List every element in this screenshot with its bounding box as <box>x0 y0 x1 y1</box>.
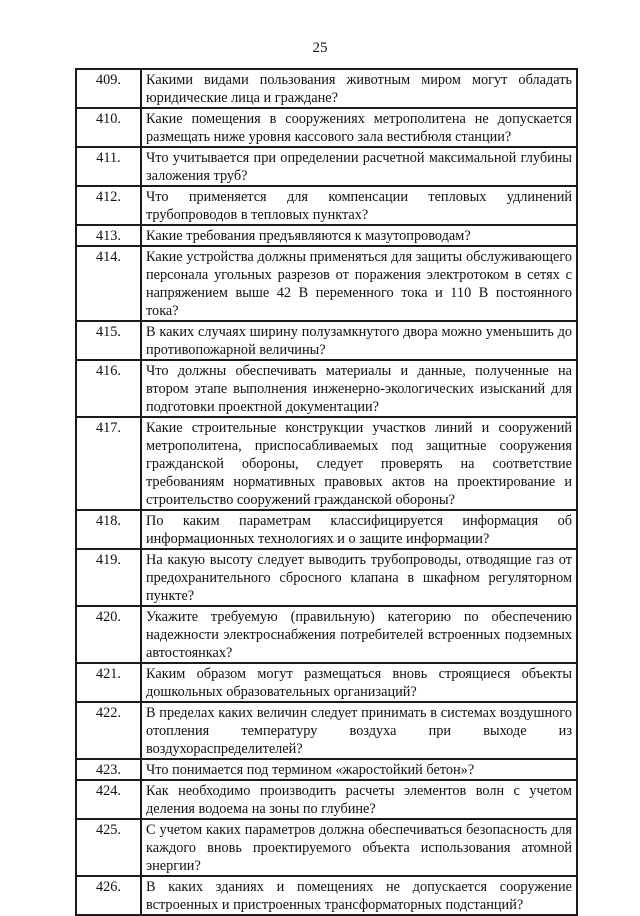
question-number: 418. <box>76 510 141 549</box>
question-number: 412. <box>76 186 141 225</box>
table-row <box>76 147 577 186</box>
question-text: Что применяется для компенсации тепловых удлинений трубопроводов в тепловых пунктах? <box>141 186 577 225</box>
question-text: По каким параметрам классифицируется информация об информационных технологиях и о защите информации? <box>141 510 577 549</box>
question-number: 420. <box>76 606 141 663</box>
question-number: 410. <box>76 108 141 147</box>
question-number: 419. <box>76 549 141 606</box>
table-row <box>76 876 577 915</box>
question-number: 417. <box>76 417 141 510</box>
question-text: Каким образом могут размещаться вновь строящиеся объекты дошкольных образовательных организаций? <box>141 663 577 702</box>
table-row <box>76 549 577 606</box>
question-number: 424. <box>76 780 141 819</box>
question-number: 413. <box>76 225 141 246</box>
question-text: Как необходимо производить расчеты элементов волн с учетом деления водоема на зоны по глубине? <box>141 780 577 819</box>
question-text: С учетом каких параметров должна обеспечиваться безопасность для каждого вновь проектируемого объекта использования атомной энергии? <box>141 819 577 876</box>
table-row <box>76 186 577 225</box>
question-text: В пределах каких величин следует принимать в системах воздушного отопления температуру воздуха при выходе из воздухораспределителей? <box>141 702 577 759</box>
table-row <box>76 759 577 780</box>
question-text: В каких зданиях и помещениях не допускается сооружение встроенных и пристроенных трансформаторных подстанций? <box>141 876 577 915</box>
question-text: Какими видами пользования животным миром могут обладать юридические лица и граждане? <box>141 69 577 108</box>
question-text: Что должны обеспечивать материалы и данные, полученные на втором этапе выполнения инженерно-экологических изысканий для подготовки проектной документации? <box>141 360 577 417</box>
question-text: Что учитывается при определении расчетной максимальной глубины заложения труб? <box>141 147 577 186</box>
question-text: Какие строительные конструкции участков линий и сооружений метрополитена, приспосабливаемых под защитные сооружения гражданской обороны, следует проверять на соответствие требованиям нормативных правовых актов на проектирование и строительство сооружений гражданской обороны? <box>141 417 577 510</box>
table-row <box>76 360 577 417</box>
question-number: 416. <box>76 360 141 417</box>
question-number: 422. <box>76 702 141 759</box>
question-text: Укажите требуемую (правильную) категорию по обеспечению надежности электроснабжения потребителей встроенных подземных автостоянках? <box>141 606 577 663</box>
question-number: 409. <box>76 69 141 108</box>
table-row <box>76 108 577 147</box>
table-row <box>76 69 577 108</box>
question-number: 415. <box>76 321 141 360</box>
table-row <box>76 780 577 819</box>
question-number: 411. <box>76 147 141 186</box>
table-row <box>76 246 577 321</box>
question-number: 425. <box>76 819 141 876</box>
question-text: Какие требования предъявляются к мазутопроводам? <box>141 225 577 246</box>
question-number: 423. <box>76 759 141 780</box>
question-text: Что понимается под термином «жаростойкий бетон»? <box>141 759 577 780</box>
question-text: На какую высоту следует выводить трубопроводы, отводящие газ от предохранительного сбросного клапана в шкафном регуляторном пункте? <box>141 549 577 606</box>
question-number: 421. <box>76 663 141 702</box>
table-row <box>76 321 577 360</box>
table-row <box>76 702 577 759</box>
question-text: Какие помещения в сооружениях метрополитена не допускается размещать ниже уровня кассового зала вестибюля станции? <box>141 108 577 147</box>
page-number: 25 <box>312 40 328 56</box>
question-text: Какие устройства должны применяться для защиты обслуживающего персонала угольных разрезов от поражения электротоком в сетях с напряжением выше 42 В переменного тока и 110 В постоянного тока? <box>141 246 577 321</box>
table-row <box>76 819 577 876</box>
questions-table <box>75 68 578 916</box>
question-number: 426. <box>76 876 141 915</box>
table-row <box>76 663 577 702</box>
table-row <box>76 225 577 246</box>
question-number: 414. <box>76 246 141 321</box>
table-row <box>76 417 577 510</box>
table-row <box>76 606 577 663</box>
table-row <box>76 510 577 549</box>
questions-table-body <box>76 69 577 915</box>
question-text: В каких случаях ширину полузамкнутого двора можно уменьшить до противопожарной величины? <box>141 321 577 360</box>
